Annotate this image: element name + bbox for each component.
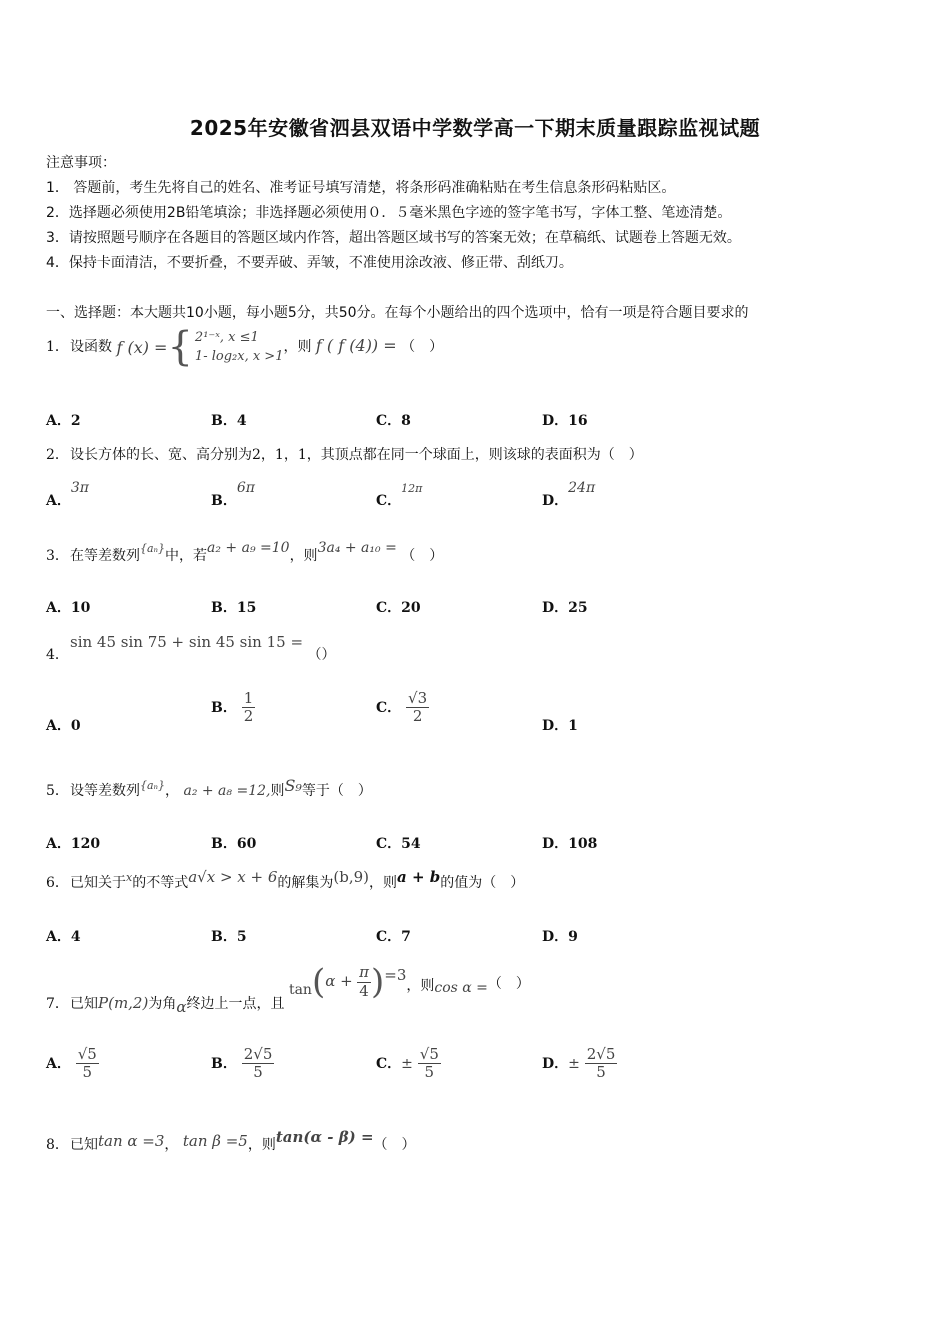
question-text: 设函数 [70, 339, 112, 355]
notice-item: 4．保持卡面清洁，不要折叠，不要弄破、弄皱，不准使用涂改液、修正带、刮纸刀。 [46, 255, 573, 271]
option-d[interactable]: D．± $\frac{2√5}{5}$ [542, 1045, 616, 1082]
option-c[interactable]: C．± $\frac{√5}{5}$ [376, 1045, 439, 1082]
equals: =3 [384, 966, 407, 984]
function-name: f (x) = [116, 337, 168, 357]
brace: { [167, 324, 193, 370]
notice-item: 3．请按照题号顺序在各题目的答题区域内作答，超出答题区域书写的答案无效；在草稿纸、试题卷上答题无效。 [46, 230, 741, 246]
question-text: 设长方体的长、宽、高分别为2，1，1，其顶点都在同一个球面上，则该球的表面积为（ ） [70, 447, 643, 463]
tan-label: tan [288, 982, 312, 998]
answer-blank: （ ） [487, 976, 530, 992]
paren-right: ) [370, 962, 385, 1002]
question-text: 设等差数列 [70, 783, 140, 799]
page-title: 2025年安徽省泗县双语中学数学高一下期末质量跟踪监视试题 [189, 116, 761, 140]
section-heading: 一、选择题：本大题共10小题，每小题5分，共50分。在每个小题给出的四个选项中，恰有一项是符合题目要求的 [46, 305, 749, 321]
question-text: 的解集为 [277, 875, 334, 891]
option-b[interactable]: B．6π [211, 480, 255, 509]
option-a[interactable]: A．10 [46, 600, 91, 616]
option-c[interactable]: C．7 [376, 929, 411, 945]
condition: tan β =5 [182, 1132, 248, 1150]
option-a[interactable]: A．3π [46, 480, 89, 509]
expression: a + b [397, 868, 441, 886]
option-b[interactable]: B． $\frac{1}{2}$ [211, 689, 254, 726]
option-d[interactable]: D．1 [542, 718, 578, 734]
option-c[interactable]: C．8 [376, 413, 411, 429]
expression: sin 45 sin 75 + sin 45 sin 15 = [70, 633, 304, 651]
fraction: $\frac{1}{2}$ [243, 689, 254, 726]
point: P(m,2) [98, 994, 149, 1012]
notice-item: 2．选择题必须使用2B铅笔填涂；非选择题必须使用０．５毫米黑色字迹的签字笔书写，字体工整、笔迹清楚。 [46, 205, 732, 221]
option-d[interactable]: D．16 [542, 413, 588, 429]
option-b[interactable]: B．15 [211, 600, 257, 616]
option-b[interactable]: B． $\frac{2√5}{5}$ [211, 1045, 273, 1082]
option-a[interactable]: A．120 [46, 836, 101, 852]
answer-blank: （ ） [401, 339, 444, 355]
expression: 3a₄ + a₁₀ = [317, 540, 397, 556]
option-a[interactable]: A．4 [46, 929, 81, 945]
question-number: 6． [46, 875, 69, 891]
question-text: 的不等式 [132, 875, 189, 891]
question-number: 5． [46, 783, 69, 799]
question-number: 4． [46, 647, 69, 663]
expression: f ( f (4)) = [315, 336, 397, 355]
option-a[interactable]: A．0 [46, 718, 81, 734]
question-3 [46, 540, 444, 565]
piecewise-function [116, 324, 284, 370]
condition: a₂ + a₈ =12, [183, 783, 271, 799]
question-text: ， [164, 1137, 179, 1153]
question-4 [46, 632, 336, 663]
fraction: $\frac{2√5}{5}$ [243, 1045, 273, 1082]
solution-set: (b,9) [333, 868, 370, 886]
answer-blank: （ ） [373, 1137, 416, 1153]
fraction: $\frac{\pi}{4}$ [359, 963, 369, 1000]
question-5 [46, 776, 372, 800]
option-b[interactable]: B．60 [211, 836, 257, 852]
answer-blank: 的值为（ ） [440, 875, 525, 891]
case-1: 2¹⁻ˣ, x ≤1 [194, 329, 259, 345]
option-c[interactable]: C．20 [376, 600, 421, 616]
sequence: {aₙ} [140, 779, 166, 792]
variable: x [126, 871, 133, 884]
expression: tan(α - β) = [275, 1128, 374, 1146]
question-text: 已知 [70, 1137, 98, 1153]
paren-left: ( [311, 962, 326, 1002]
option-b[interactable]: B．4 [211, 413, 247, 429]
option-d[interactable]: D．24π [542, 480, 596, 509]
question-text: ，则 [289, 548, 318, 564]
option-b[interactable]: B．5 [211, 929, 247, 945]
option-d[interactable]: D．25 [542, 600, 588, 616]
question-text: 中，若 [165, 548, 208, 564]
question-text: ，则 [369, 875, 398, 891]
question-text: ，则 [247, 1137, 276, 1153]
question-text: 则 [270, 783, 285, 799]
fraction: $\frac{2√5}{5}$ [586, 1045, 616, 1082]
question-number: 7． [46, 996, 69, 1012]
fraction: $\frac{√5}{5}$ [77, 1045, 97, 1082]
question-7 [46, 962, 530, 1016]
question-text: 已知 [70, 996, 98, 1012]
question-text: 已知关于 [70, 875, 126, 891]
option-c[interactable]: C．$^{12\pi}$ [376, 482, 423, 509]
question-1 [46, 324, 444, 370]
angle: α [176, 998, 187, 1016]
answer-blank: 等于（ ） [301, 783, 372, 799]
inner-expression: α + [325, 972, 353, 990]
question-text: 在等差数列 [70, 548, 140, 564]
question-6 [46, 868, 525, 892]
option-a[interactable]: A． $\frac{√5}{5}$ [46, 1045, 97, 1082]
question-number: 2． [46, 447, 69, 463]
fraction: $\frac{√3}{2}$ [408, 689, 428, 726]
question-8 [46, 1128, 416, 1154]
notice-item: 1． 答题前，考生先将自己的姓名、准考证号填写清楚，将条形码准确粘贴在考生信息条形码粘贴区。 [46, 180, 676, 196]
answer-blank: （ ） [401, 548, 444, 564]
condition: tan α =3 [98, 1132, 165, 1150]
condition: a₂ + a₉ =10 [207, 540, 290, 556]
option-c[interactable]: C． $\frac{√3}{2}$ [376, 689, 428, 726]
fraction: $\frac{√5}{5}$ [419, 1045, 439, 1082]
question-number: 8． [46, 1137, 69, 1153]
question-2 [46, 444, 643, 464]
expression: S₉ [284, 776, 302, 795]
option-c[interactable]: C．54 [376, 836, 421, 852]
question-number: 3． [46, 548, 69, 564]
question-text: ， [165, 783, 180, 799]
question-text: 终边上一点，且 [186, 996, 285, 1012]
notice-heading: 注意事项： [46, 155, 116, 171]
question-text: 为角 [148, 996, 177, 1012]
cases [195, 328, 284, 367]
expression: cos α = [434, 980, 488, 996]
option-d[interactable]: D．108 [542, 836, 598, 852]
answer-blank: （） [307, 647, 336, 663]
question-text: ，则 [283, 339, 312, 355]
option-d[interactable]: D．9 [542, 929, 578, 945]
inequality: a√x > x + 6 [188, 868, 278, 886]
sequence: {aₙ} [140, 542, 166, 555]
question-text: ，则 [406, 978, 435, 994]
case-2: 1- log₂x, x >1 [194, 349, 284, 364]
option-a[interactable]: A．2 [46, 413, 81, 429]
question-number: 1． [46, 339, 69, 355]
